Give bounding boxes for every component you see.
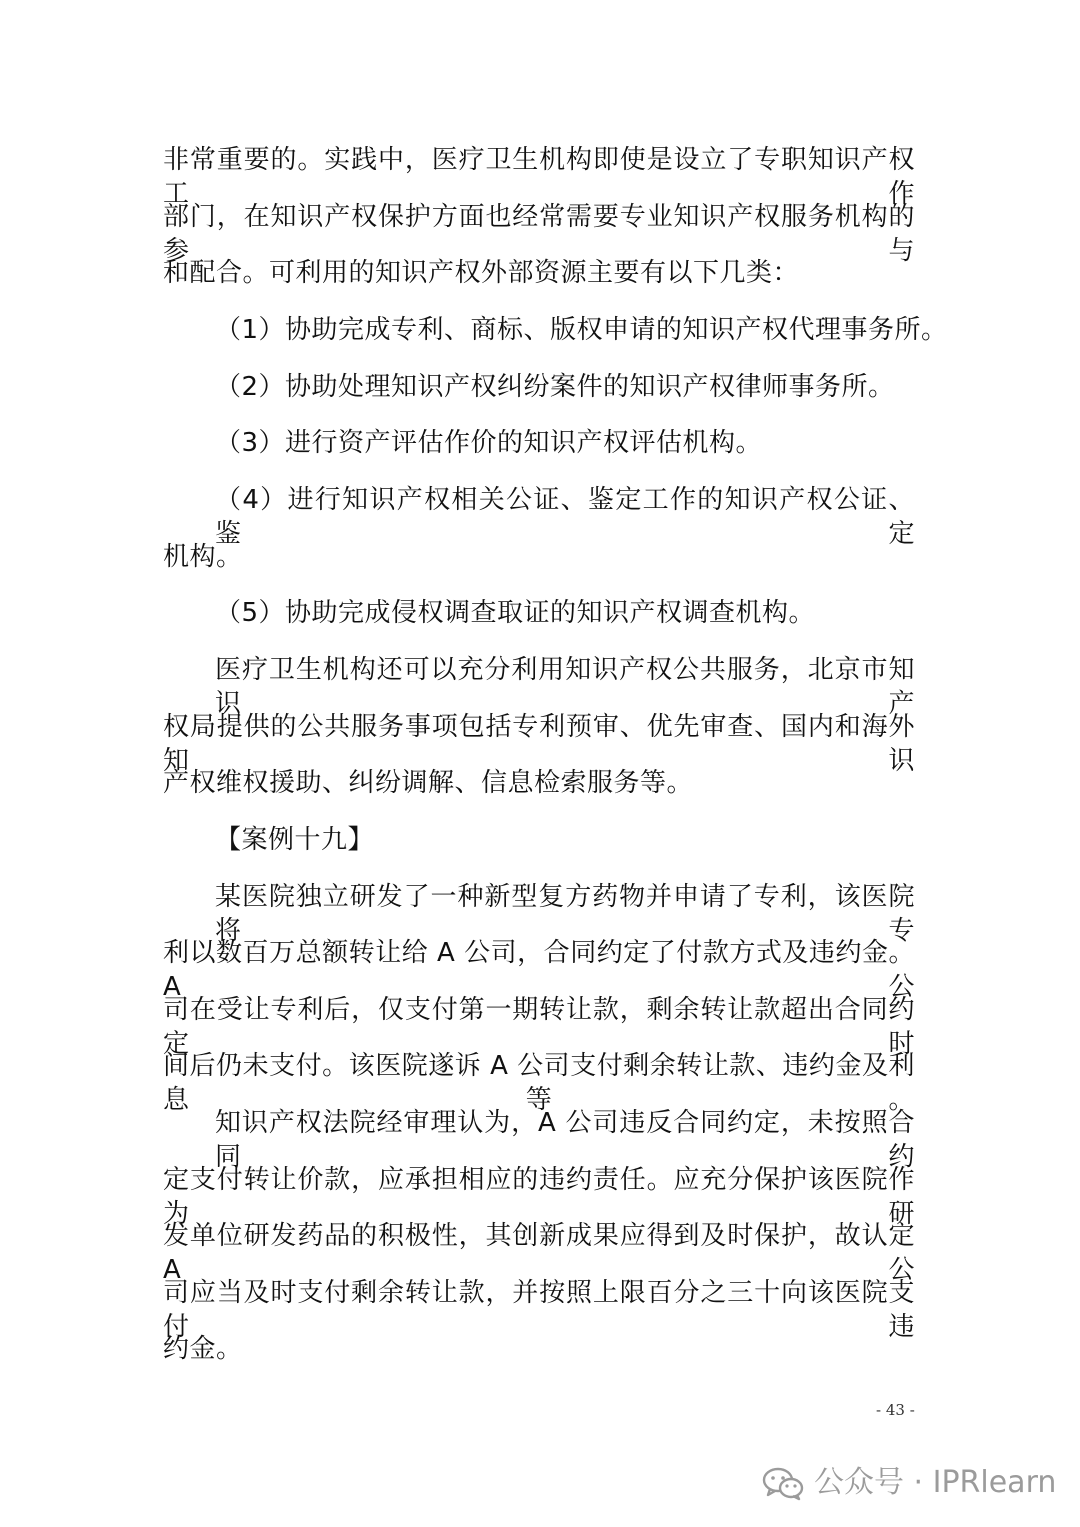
- paragraph-line: 和配合。可利用的知识产权外部资源主要有以下几类：: [163, 258, 800, 288]
- paragraph-line: 司在受让专利后，仅支付第一期转让款，剩余转让款超出合同约定时: [163, 995, 915, 1059]
- list-item-continuation: 机构。: [163, 542, 243, 572]
- case-heading: 【案例十九】: [215, 825, 375, 855]
- paragraph-line: 发单位研发药品的积极性，其创新成果应得到及时保护，故认定 A 公: [163, 1221, 915, 1285]
- paragraph-line: 利以数百万总额转让给 A 公司，合同约定了付款方式及违约金。A 公: [163, 938, 915, 1002]
- paragraph-line: 某医院独立研发了一种新型复方药物并申请了专利，该医院将专: [215, 882, 915, 946]
- watermark: [762, 1456, 1056, 1510]
- paragraph-line: 间后仍未支付。该医院遂诉 A 公司支付剩余转让款、违约金及利息等。: [163, 1051, 915, 1115]
- list-item: （1）协助完成专利、商标、版权申请的知识产权代理事务所。: [215, 315, 948, 345]
- list-item: （5）协助完成侵权调查取证的知识产权调查机构。: [215, 598, 816, 628]
- paragraph-line: 知识产权法院经审理认为，A 公司违反合同约定，未按照合同约: [215, 1108, 915, 1172]
- paragraph-line: 权局提供的公共服务事项包括专利预审、优先审查、国内和海外知识: [163, 712, 915, 776]
- list-item: （3）进行资产评估作价的知识产权评估机构。: [215, 428, 763, 458]
- paragraph-line: 司应当及时支付剩余转让款，并按照上限百分之三十向该医院支付违: [163, 1278, 915, 1342]
- paragraph-line: 产权维权援助、纠纷调解、信息检索服务等。: [163, 768, 694, 798]
- paragraph-line: 约金。: [163, 1334, 243, 1364]
- wechat-icon: [762, 1465, 804, 1501]
- paragraph-line: 非常重要的。实践中，医疗卫生机构即使是设立了专职知识产权工作: [163, 145, 915, 209]
- list-item: （4）进行知识产权相关公证、鉴定工作的知识产权公证、鉴定: [215, 485, 915, 549]
- paragraph-line: 部门，在知识产权保护方面也经常需要专业知识产权服务机构的参与: [163, 202, 915, 266]
- watermark-text: 公众号 · IPRlearn: [814, 1465, 1057, 1500]
- paragraph-line: 定支付转让价款，应承担相应的违约责任。应充分保护该医院作为研: [163, 1165, 915, 1229]
- page-number: - 43 -: [876, 1401, 915, 1419]
- list-item: （2）协助处理知识产权纠纷案件的知识产权律师事务所。: [215, 372, 895, 402]
- paragraph-line: 医疗卫生机构还可以充分利用知识产权公共服务，北京市知识产: [215, 655, 915, 719]
